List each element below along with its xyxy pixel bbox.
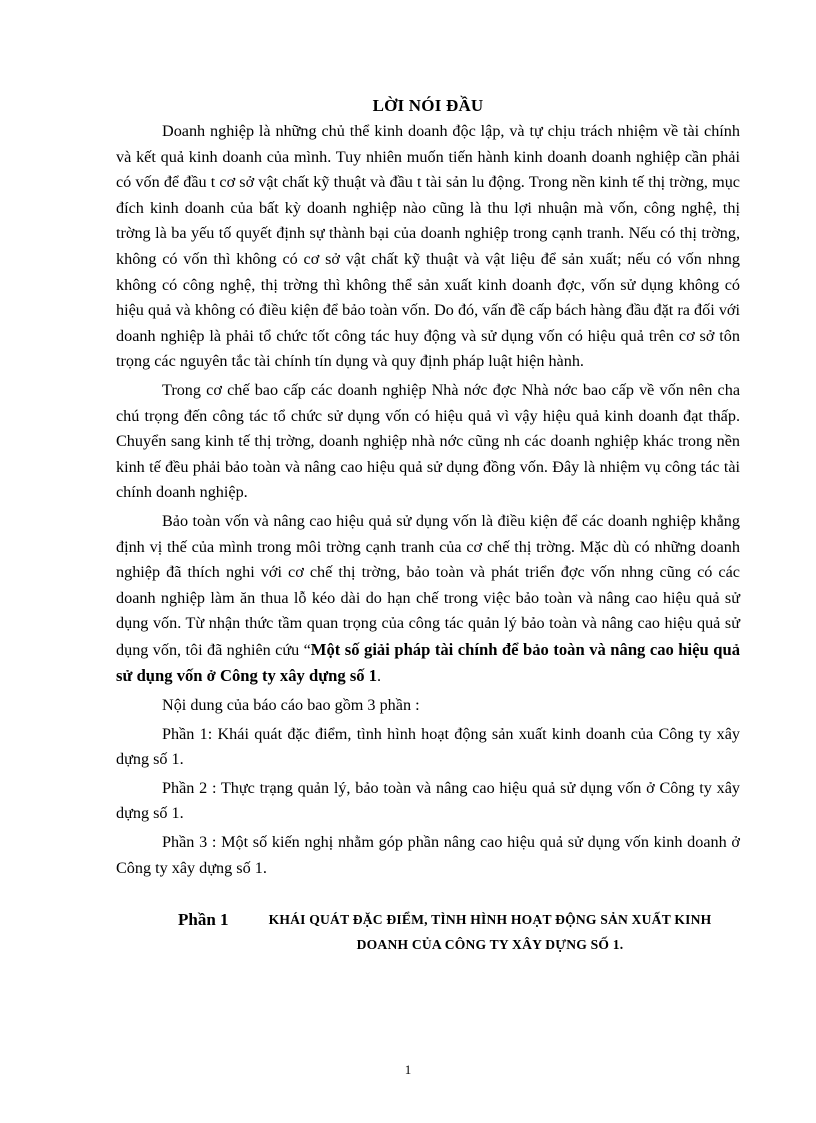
part-item-1: Phần 1: Khái quát đặc điểm, tình hình hoạt động sản xuất kinh doanh của Công ty xây dựng số 1. bbox=[116, 724, 740, 769]
part-item-2: Phần 2 : Thực trạng quản lý, bảo toàn và nâng cao hiệu quả sử dụng vốn ở Công ty xây dựng số 1. bbox=[116, 778, 740, 823]
paragraph-capital-preservation bbox=[116, 509, 740, 690]
part-heading-label: Phần 1 bbox=[178, 910, 229, 930]
part-item-3: Phần 3 : Một số kiến nghị nhằm góp phần nâng cao hiệu quả sử dụng vốn kinh doanh ở Công ty xây dựng số 1. bbox=[116, 833, 740, 877]
contents-intro: Nội dung của báo cáo bao gồm 3 phần : bbox=[162, 696, 420, 715]
document-page bbox=[116, 94, 740, 957]
paragraph-capital-text: Bảo toàn vốn và nâng cao hiệu quả sử dụng vốn là điều kiện để các doanh nghiệp khẳng định vị thế của mình trong môi trờng cạnh tranh của cơ chế thị trờng. Mặc dù có những doanh nghiệp đã thích nghi với cơ chế thị trờng, bảo toàn và phát triển đợc vốn nhng cũng có các doanh nghiệp làm ăn thua lỗ kéo dài do hạn chế trong việc bảo toàn và nâng cao hiệu quả sử dụng vốn. Từ nhận thức tầm quan trọng của công tác quản lý bảo toàn và nâng cao hiệu quả sử dụng vốn, tôi đã nghiên cứu “ bbox=[116, 511, 740, 659]
paragraph-subsidy: Trong cơ chế bao cấp các doanh nghiệp Nhà nớc đợc Nhà nớc bao cấp về vốn nên cha chú trọng đến công tác tổ chức sử dụng vốn có hiệu quả vì vậy hiệu quả kinh doanh đạt thấp. Chuyển sang kinh tế thị trờng, doanh nghiệp nhà nớc cũng nh các doanh nghiệp khác trong nền kinh tế đều phải bảo toàn và nâng cao hiệu quả sử dụng đồng vốn. Đây là nhiệm vụ công tác tài chính doanh nghiệp. bbox=[116, 380, 740, 502]
paragraph-intro: Doanh nghiệp là những chủ thể kinh doanh độc lập, và tự chịu trách nhiệm về tài chính và kết quả kinh doanh của mình. Tuy nhiên muốn tiến hành kinh doanh doanh nghiệp cần phải có vốn để đầu t cơ sở vật chất kỹ thuật và đầu t tài sản lu động. Trong nền kinh tế thị trờng, mục đích kinh doanh của bất kỳ doanh nghiệp nào cũng là thu lợi nhuận mà vốn, công nghệ, thị trờng là ba yếu tố quyết định sự thành bại của doanh nghiệp trong cạnh tranh. Nếu có thị trờng, không có vốn thì không có cơ sở vật chất kỹ thuật và vật liệu để sản xuất; nếu có vốn nhng không có công nghệ, thị trờng thì không thể sản xuất kinh doanh đợc, vốn sử dụng không có hiệu quả và không có điều kiện để bảo toàn vốn. Do đó, vấn đề cấp bách hàng đầu đặt ra đối với doanh nghiệp là phải tổ chức tốt công tác huy động và sử dụng vốn có hiệu quả trên cơ sở tôn trọng các nguyên tắc tài chính tín dụng và quy định pháp luật hiện hành. bbox=[116, 122, 740, 371]
page-number: 1 bbox=[404, 1062, 412, 1077]
research-title: Một số giải pháp tài chính để bảo toàn và nâng cao hiệu quả sử dụng vốn ở Công ty xây dựng số 1 bbox=[116, 639, 740, 686]
document-title: LỜI NÓI ĐẦU bbox=[372, 96, 484, 115]
research-title-end: . bbox=[377, 667, 382, 686]
part-heading bbox=[116, 907, 740, 957]
part-heading-title: KHÁI QUÁT ĐẶC ĐIỂM, TÌNH HÌNH HOẠT ĐỘNG SẢN XUẤT KINH DOANH CỦA CÔNG TY XÂY DỰNG SỐ 1. bbox=[268, 912, 712, 953]
